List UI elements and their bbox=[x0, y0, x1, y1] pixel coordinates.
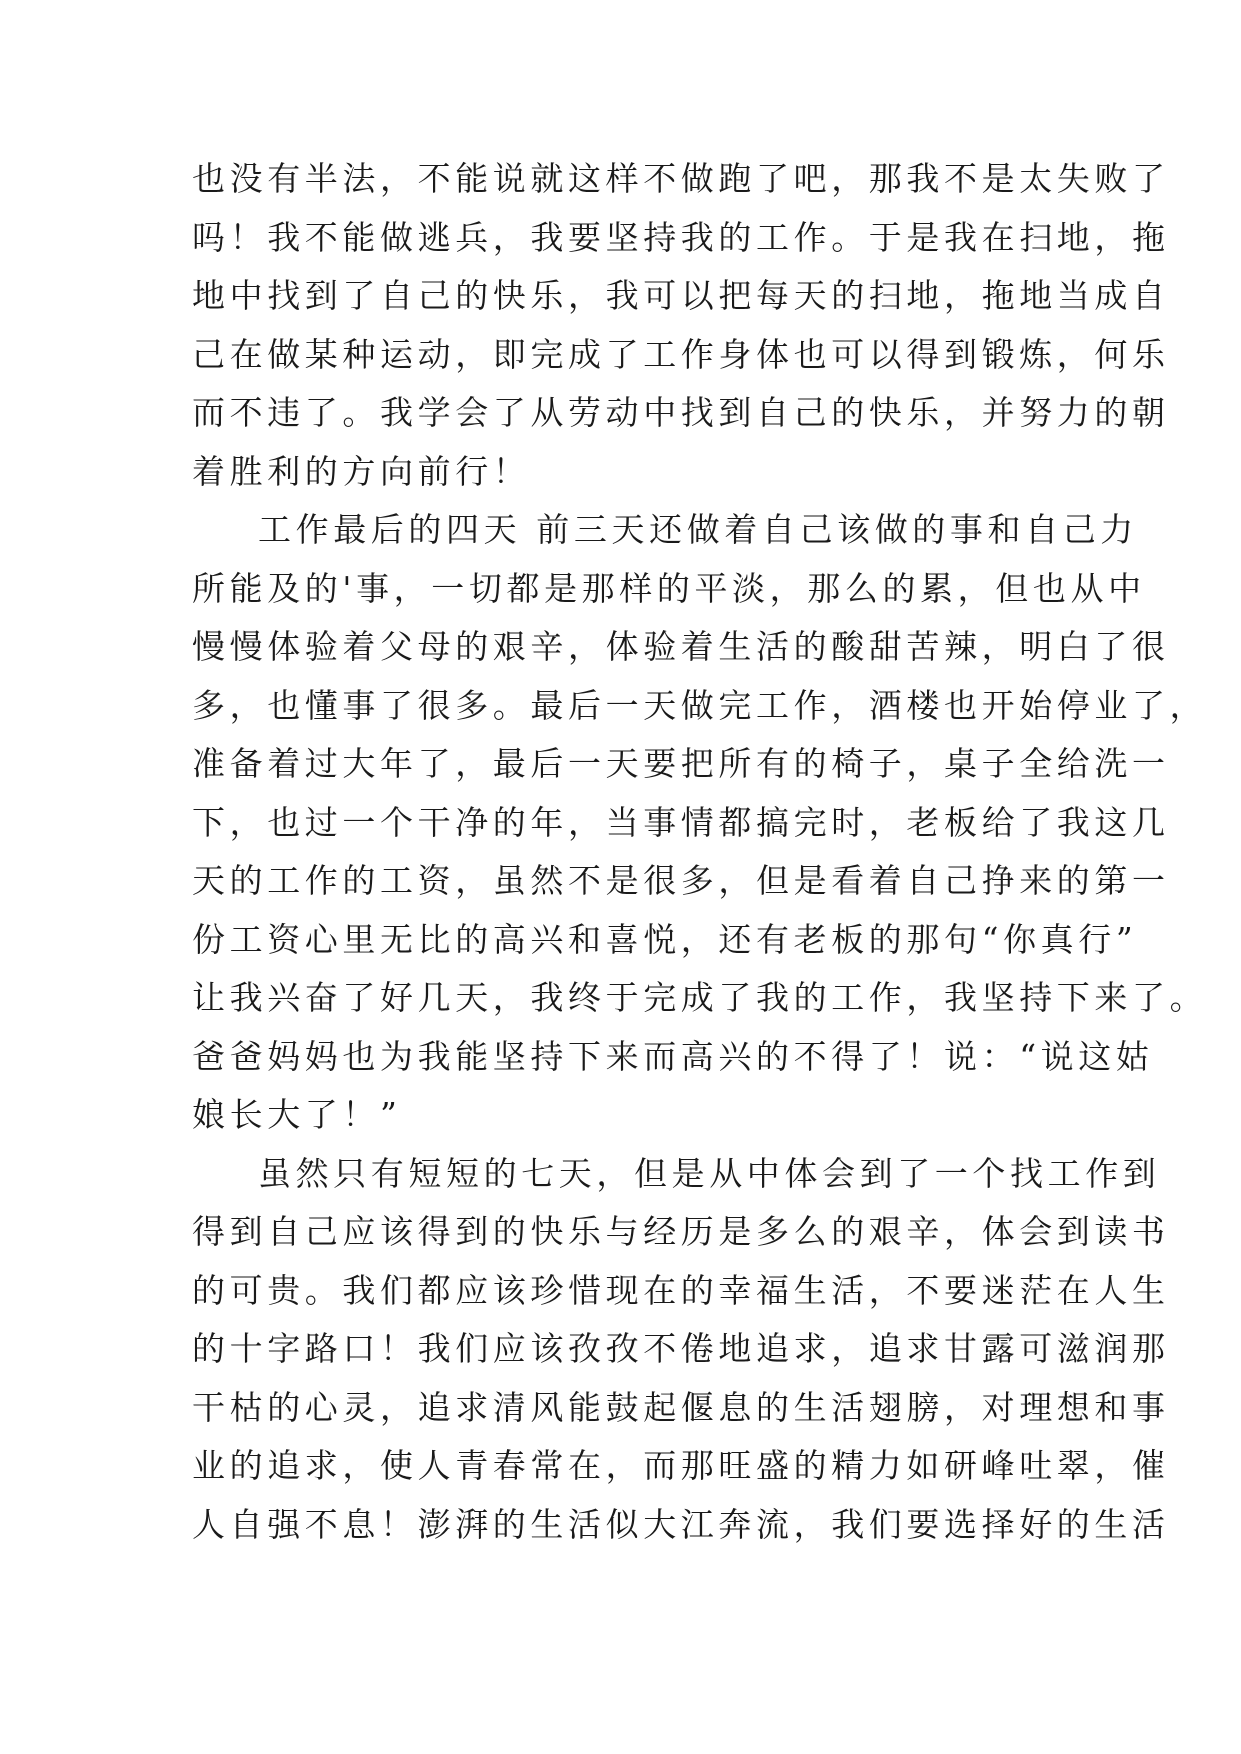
text-line: 吗！我不能做逃兵，我要坚持我的工作。于是我在扫地，拖 bbox=[192, 217, 1170, 257]
paragraph-start-line: 工作最后的四天 前三天还做着自己该做的事和自己力 bbox=[258, 510, 1138, 549]
text-line: 天的工作的工资，虽然不是很多，但是看着自己挣来的第一 bbox=[192, 861, 1170, 900]
text-line: 地中找到了自己的快乐，我可以把每天的扫地，拖地当成自 bbox=[192, 276, 1170, 315]
text-line: 慢慢体验着父母的艰辛，体验着生活的酸甜苦辣，明白了很 bbox=[192, 627, 1170, 666]
text-line: 多，也懂事了很多。最后一天做完工作，酒楼也开始停业了， bbox=[192, 685, 1208, 725]
text-line: 着胜利的方向前行！ bbox=[192, 451, 531, 491]
paragraph-start-line: 虽然只有短短的七天，但是从中体会到了一个找工作到 bbox=[258, 1153, 1161, 1193]
text-line: 干枯的心灵，追求清风能鼓起偃息的生活翅膀，对理想和事 bbox=[192, 1387, 1170, 1427]
text-line: 的十字路口！我们应该孜孜不倦地追求，追求甘露可滋润那 bbox=[192, 1329, 1170, 1368]
text-line: 的可贵。我们都应该珍惜现在的幸福生活，不要迷茫在人生 bbox=[192, 1270, 1170, 1310]
text-line: 让我兴奋了好几天，我终于完成了我的工作，我坚持下来了。 bbox=[192, 978, 1208, 1017]
text-line: 而不违了。我学会了从劳动中找到自己的快乐，并努力的朝 bbox=[192, 393, 1170, 432]
text-line: 所能及的'事，一切都是那样的平淡，那么的累，但也从中 bbox=[192, 568, 1146, 608]
text-line: 得到自己应该得到的快乐与经历是多么的艰辛，体会到读书 bbox=[192, 1212, 1170, 1251]
text-line: 己在做某种运动，即完成了工作身体也可以得到锻炼，何乐 bbox=[192, 334, 1170, 374]
text-line: 人自强不息！澎湃的生活似大江奔流，我们要选择好的生活 bbox=[192, 1504, 1170, 1544]
text-line: 爸爸妈妈也为我能坚持下来而高兴的不得了！说：“说这姑 bbox=[192, 1036, 1154, 1076]
text-line: 娘长大了！” bbox=[192, 1095, 402, 1134]
text-line: 份工资心里无比的高兴和喜悦，还有老板的那句“你真行” bbox=[192, 919, 1138, 959]
text-line: 业的追求，使人青春常在，而那旺盛的精力如研峰吐翠，催 bbox=[192, 1446, 1170, 1485]
text-line: 下，也过一个干净的年，当事情都搞完时，老板给了我这几 bbox=[192, 802, 1170, 842]
body-text bbox=[192, 150, 1208, 1554]
text-line: 准备着过大年了，最后一天要把所有的椅子，桌子全给洗一 bbox=[192, 744, 1170, 783]
text-line: 也没有半法，不能说就这样不做跑了吧，那我不是太失败了 bbox=[192, 159, 1170, 198]
